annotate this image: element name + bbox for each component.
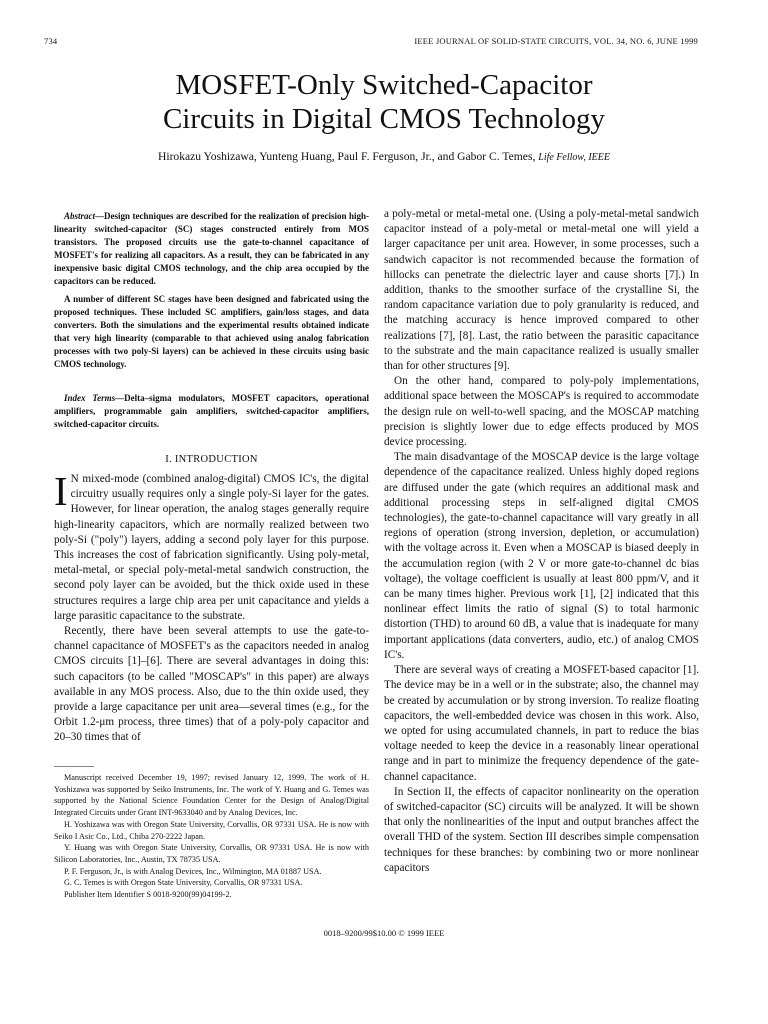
introduction-text [54,468,369,746]
index-terms-label: Index Terms— [64,393,125,403]
abstract-paragraph-1 [54,210,369,289]
abstract [54,210,369,375]
title-line-2: Circuits in Digital CMOS Technology [162,103,606,135]
right-paragraph-4: There are several ways of creating a MOSFET-based capacitor [1]. The device may be in a well or in the substrate; also, the channel may be created by accumulation or by strong inversion. To realize floating capacitors, the well-embedded device was chosen in this work. Also, we opted for using accumulated channels, in part to reduce the bias voltage needed to keep the device in a reasonably linear operational range and in part to minimize the frequency dependence of the gate-channel capacitance. [384,664,699,783]
intro-text-1: N mixed-mode (combined analog-digital) CMOS IC's, the digital circuitry usually requires only a single poly-Si layer for the gates. However, for linear operation, the analog stages generally require high-linearity capacitors, which are normally realized between two poly-Si ("poly") layers, adding a second poly layer for this purpose. This increases the cost of fabrication significantly. Using poly-metal, metal-metal, or special poly-metal-metal sandwich construction, the second poly layer can be avoided, but the thick oxide used in these structures requires a large chip area per unit capacitance and yields a large parasitic capacitance to the substrate. [54,473,369,622]
index-terms-paragraph [54,392,369,431]
intro-paragraph-1 [54,468,369,624]
right-paragraph-5: In Section II, the effects of capacitor nonlinearity on the operation of switched-capacitor (SC) circuits will be analyzed. It will be shown that only the nonlinearities of the input and output branches affect the overall THD of the system. Section III describes simple compensation techniques for these branches: by combining two or more nonlinear capacitors [384,785,699,874]
index-terms-text: Delta–sigma modulators, MOSFET capacitors, operational amplifiers, programmable gain amplifiers, switched-capacitor amplifiers, switched-capacitor circuits. [54,393,369,430]
copyright-footer: 0018–9200/99$10.00 © 1999 IEEE [323,928,445,938]
section-heading-introduction: I. INTRODUCTION [165,454,258,465]
footnote-5: G. C. Temes is with Oregon State University, Corvallis, OR 97331 USA. [64,878,303,888]
abstract-paragraph-2: A number of different SC stages have been designed and fabricated using the proposed techniques. These included SC amplifiers, gain/loss stages, and data converters. Both the simulations and the experimental results obtained indicate that very high linearity (comparable to that achieved using analog fabrication processes with two poly-Si layers) can be achieved in these circuits using basic CMOS technology. [54,293,369,370]
footnote-6: Publisher Item Identifier S 0018-9200(99)04199-2. [64,890,232,900]
page-number: 734 [44,36,58,46]
abstract-label: Abstract— [64,211,105,221]
index-terms [54,392,369,431]
author-fellow-note: Life Fellow, IEEE [538,152,611,163]
footnote-2: H. Yoshizawa was with Oregon State University, Corvallis, OR 97331 USA. He is now with Seiko I Asic Co., Ltd., Chiba 270-2222 Japan. [54,819,369,841]
footnote-1: Manuscript received December 19, 1997; revised January 12, 1999. The work of H. Yoshizawa was supported by Seiko Instruments, Inc. The work of Y. Huang and G. Temes was supported by the National Science Foundation Center for the Design of Analog/Digital Integrated Circuits under Grant INT-9633040 and by Analog Devices, Inc. [54,773,369,818]
right-paragraph-2: On the other hand, compared to poly-poly implementations, additional space between the MOSCAP's is required to accommodate the design rule on well-to-well spacing, and the MOSCAP matching precision is slightly lower due to edge effects produced by MOS device processing. [384,375,699,449]
footnote-4: P. F. Ferguson, Jr., is with Analog Devices, Inc., Wilmington, MA 01887 USA. [64,866,322,876]
paper-title [0,68,768,136]
abstract-text-1: Design techniques are described for the realization of precision high-linearity switched-capacitor (SC) stages constructed entirely from MOS transistors. The proposed circuits use the gate-to-channel capacitance of MOSFET's for realizing all capacitors. As a result, they can be fabricated in any inexpensive basic digital CMOS technology, and the chip area occupied by the capacitors can be reduced. [54,211,369,287]
footnotes [54,772,369,901]
title-line-1: MOSFET-Only Switched-Capacitor [175,69,593,101]
footnote-rule [54,766,94,767]
right-column-text [384,207,699,876]
footnote-3: Y. Huang was with Oregon State University, Corvallis, OR 97331 USA. He is now with Silicon Laboratories, Inc., Austin, TX 78735 USA. [54,843,369,864]
author-names: Hirokazu Yoshizawa, Yunteng Huang, Paul F. Ferguson, Jr., and Gabor C. Temes, [157,150,536,163]
intro-paragraph-2: Recently, there have been several attempts to use the gate-to-channel capacitance of MOSFET's as the capacitors needed in analog CMOS circuits [1]–[6]. There are several advantages in doing this: such capacitors (to be called "MOSCAP's" in this paper) are always available in any MOS process. Also, due to the thin oxide used, they provide a large capacitance per unit area—several times (e.g., for the Orbit 1.2-μm process, three times) that of a poly-poly capacitor and 20–30 times that of [54,625,369,744]
right-paragraph-3: The main disadvantage of the MOSCAP device is the large voltage dependence of the capacitance realized. Unless highly doped regions are diffused under the gate (which requires an additional mask and additional processing steps in self-aligned digital CMOS technologies), the gate-to-channel capacitance will vary greatly in all regions of operation (strong inversion, depletion, or accumulation) with the voltage across it. Even when a MOSCAP is biased deeply in the accumulation region (with 2 V or more gate-to-channel dc bias voltage), the voltage coefficient is usually at least 800 ppm/V, and it can be many times higher. Previous work [1], [2] indicated that this nonlinear effect limits the ratio of signal (S) to total harmonic distortion (THD) to around 60 dB, a value that is inadequate for many important applications (data converters, audio, etc.) of analog CMOS IC's. [384,451,699,661]
drop-cap: I [54,468,68,514]
journal-header: IEEE JOURNAL OF SOLID-STATE CIRCUITS, VOL. 34, NO. 6, JUNE 1999 [414,36,698,46]
right-paragraph-1: a poly-metal or metal-metal one. (Using a poly-metal-metal sandwich capacitor instead of a poly-metal or metal-metal one will yield a larger capacitance per unit area. However, in some processes, such a sandwich capacitor is not recommended because the formation of hillocks can penetrate the dielectric layer and cause shorts [7].) In addition, thanks to the smoother surface of the crystalline Si, the random capacitance variation due to poly granularity is reduced, and the matching accuracy is hence improved compared to other realizations [7], [8]. Last, the ratio between the parasitic capacitance to the substrate and the main capacitance realized is usually smaller than for other structures [9]. [384,208,699,373]
author-list [0,150,768,163]
